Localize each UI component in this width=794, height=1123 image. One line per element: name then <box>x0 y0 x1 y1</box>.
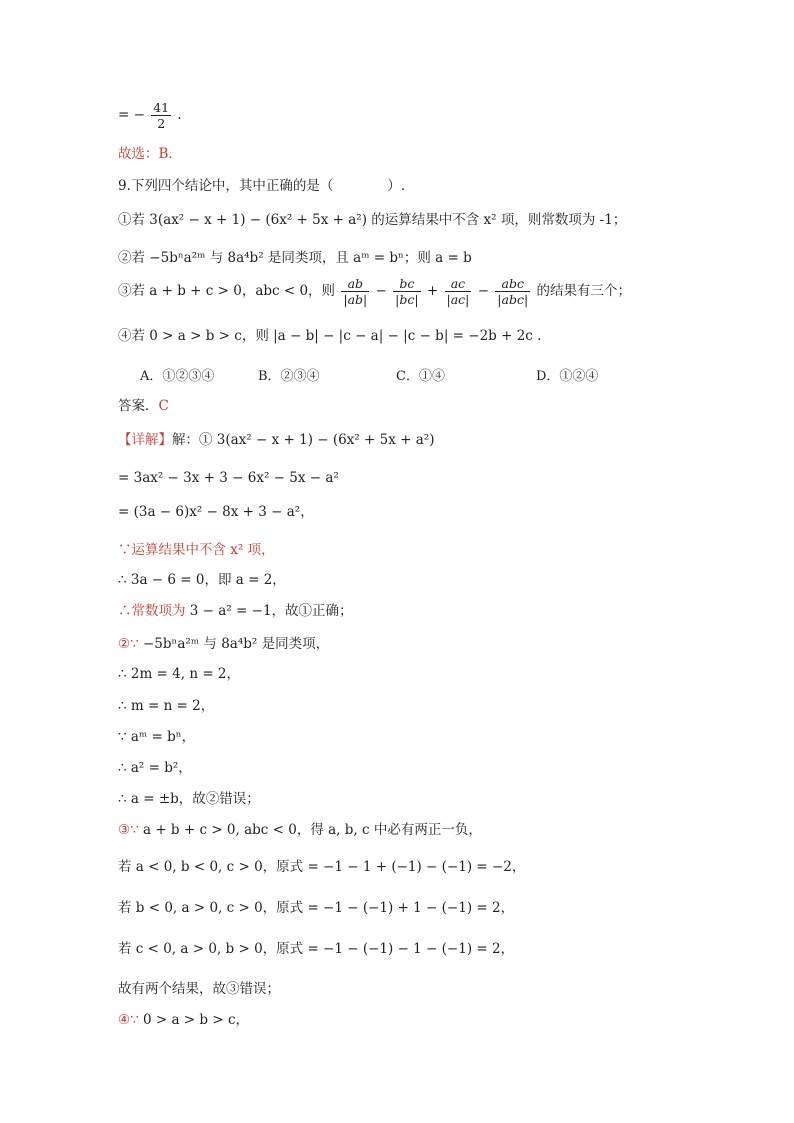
solution-line-14: 若 b < 0, a > 0, c > 0，原式 = −1 − (−1) + 1 − (−1) = 2， <box>118 900 515 916</box>
operator: − <box>375 283 387 299</box>
choice-a[interactable]: A．①②③④ <box>140 369 215 384</box>
fraction-numerator: 41 <box>153 100 170 115</box>
fraction-numerator: ac <box>445 276 472 292</box>
solution-header-rest: 解：① 3(ax² − x + 1) − (6x² + 5x + a²) <box>172 432 435 448</box>
solution-line-17b: 0 > a > b > c， <box>142 1012 250 1028</box>
statement-3 <box>118 276 631 307</box>
fraction-ac <box>445 276 472 307</box>
chosen-value: B． <box>158 146 182 162</box>
solution-line-6a: ②∵ <box>118 636 143 652</box>
solution-line-11: ∴ a = ±b，故②错误； <box>118 791 260 807</box>
answer-label: 答案． <box>118 398 159 414</box>
chosen-answer-line <box>118 144 182 164</box>
fraction-denominator: |abc| <box>497 292 529 307</box>
choice-d[interactable]: D．①②④ <box>536 369 599 384</box>
statement-4: ④若 0 > a > b > c，则 |a − b| − |c − a| − |c − b| = −2b + 2c . <box>118 328 542 344</box>
fraction-numerator: bc <box>393 276 420 292</box>
chosen-label: 故选： <box>118 146 159 162</box>
solution-line-17a: ④∵ <box>118 1012 143 1028</box>
statement-1: ①若 3(ax² − x + 1) − (6x² + 5x + a²) 的运算结果中不含 x² 项，则常数项为 -1； <box>118 212 627 228</box>
solution-line-16: 故有两个结果，故③错误； <box>118 981 280 997</box>
solution-line-12a: ③∵ <box>118 822 143 838</box>
fraction-ab <box>341 276 369 307</box>
fraction-numerator: abc <box>495 276 530 292</box>
eq-prefix: = − <box>118 107 145 123</box>
answer-value: C <box>158 398 169 414</box>
solution-line-6 <box>118 634 329 654</box>
solution-line-12b: a + b + c > 0, abc < 0，得 a, b, c 中必有两正一负， <box>142 822 482 838</box>
solution-line-10: ∴ a² = b²， <box>118 760 192 776</box>
fraction-bc <box>393 276 420 307</box>
fraction <box>151 100 171 131</box>
fraction-abc <box>495 276 530 307</box>
solution-line-15: 若 c < 0, a > 0, b > 0，原式 = −1 − (−1) − 1 − (−1) = 2， <box>118 941 515 957</box>
solution-line-4: ∴ 3a − 6 = 0，即 a = 2， <box>118 572 286 588</box>
solution-line-9: ∵ aᵐ = bⁿ， <box>118 729 196 745</box>
fraction-numerator: ab <box>341 276 369 292</box>
solution-line-5b: 3 − a² = −1，故①正确； <box>189 603 353 619</box>
statement-3-prefix: ③若 a + b + c > 0，abc < 0，则 <box>118 283 336 299</box>
solution-line-3: ∵运算结果中不含 x² 项， <box>118 542 275 558</box>
solution-line-12 <box>118 820 482 840</box>
solution-line-1: = 3ax² − 3x + 3 − 6x² − 5x − a² <box>118 470 339 486</box>
fraction-denominator: 2 <box>157 116 166 131</box>
solution-line-6b: −5bⁿa²ᵐ 与 8a⁴b² 是同类项， <box>142 636 330 652</box>
solution-header: 【详解】 <box>118 432 172 448</box>
solution-line-13: 若 a < 0, b < 0, c > 0，原式 = −1 − 1 + (−1) − (−1) = −2， <box>118 859 526 875</box>
equation-line <box>118 100 182 131</box>
choice-c[interactable]: C．①④ <box>396 369 445 384</box>
answer-line <box>118 396 169 416</box>
solution-line-5a: ∴常数项为 <box>118 603 190 619</box>
choice-b[interactable]: B．②③④ <box>258 369 320 384</box>
operator: − <box>477 283 489 299</box>
statement-2: ②若 −5bⁿa²ᵐ 与 8a⁴b² 是同类项，且 aᵐ = bⁿ；则 a = b <box>118 250 472 266</box>
operator: + <box>426 283 439 299</box>
fraction-denominator: |ac| <box>446 292 470 307</box>
statement-3-suffix: 的结果有三个； <box>536 283 631 299</box>
solution-line-17 <box>118 1010 249 1030</box>
solution-header-line <box>118 430 434 450</box>
solution-line-8: ∴ m = n = 2， <box>118 698 215 714</box>
eq-suffix: . <box>177 107 182 123</box>
fraction-denominator: |ab| <box>343 292 368 307</box>
question-title: 9.下列四个结论中，其中正确的是（ ）. <box>118 178 406 194</box>
solution-line-5 <box>118 601 353 621</box>
solution-line-7: ∴ 2m = 4, n = 2， <box>118 666 241 682</box>
fraction-denominator: |bc| <box>395 292 419 307</box>
solution-line-2: = (3a − 6)x² − 8x + 3 − a²， <box>118 504 314 520</box>
